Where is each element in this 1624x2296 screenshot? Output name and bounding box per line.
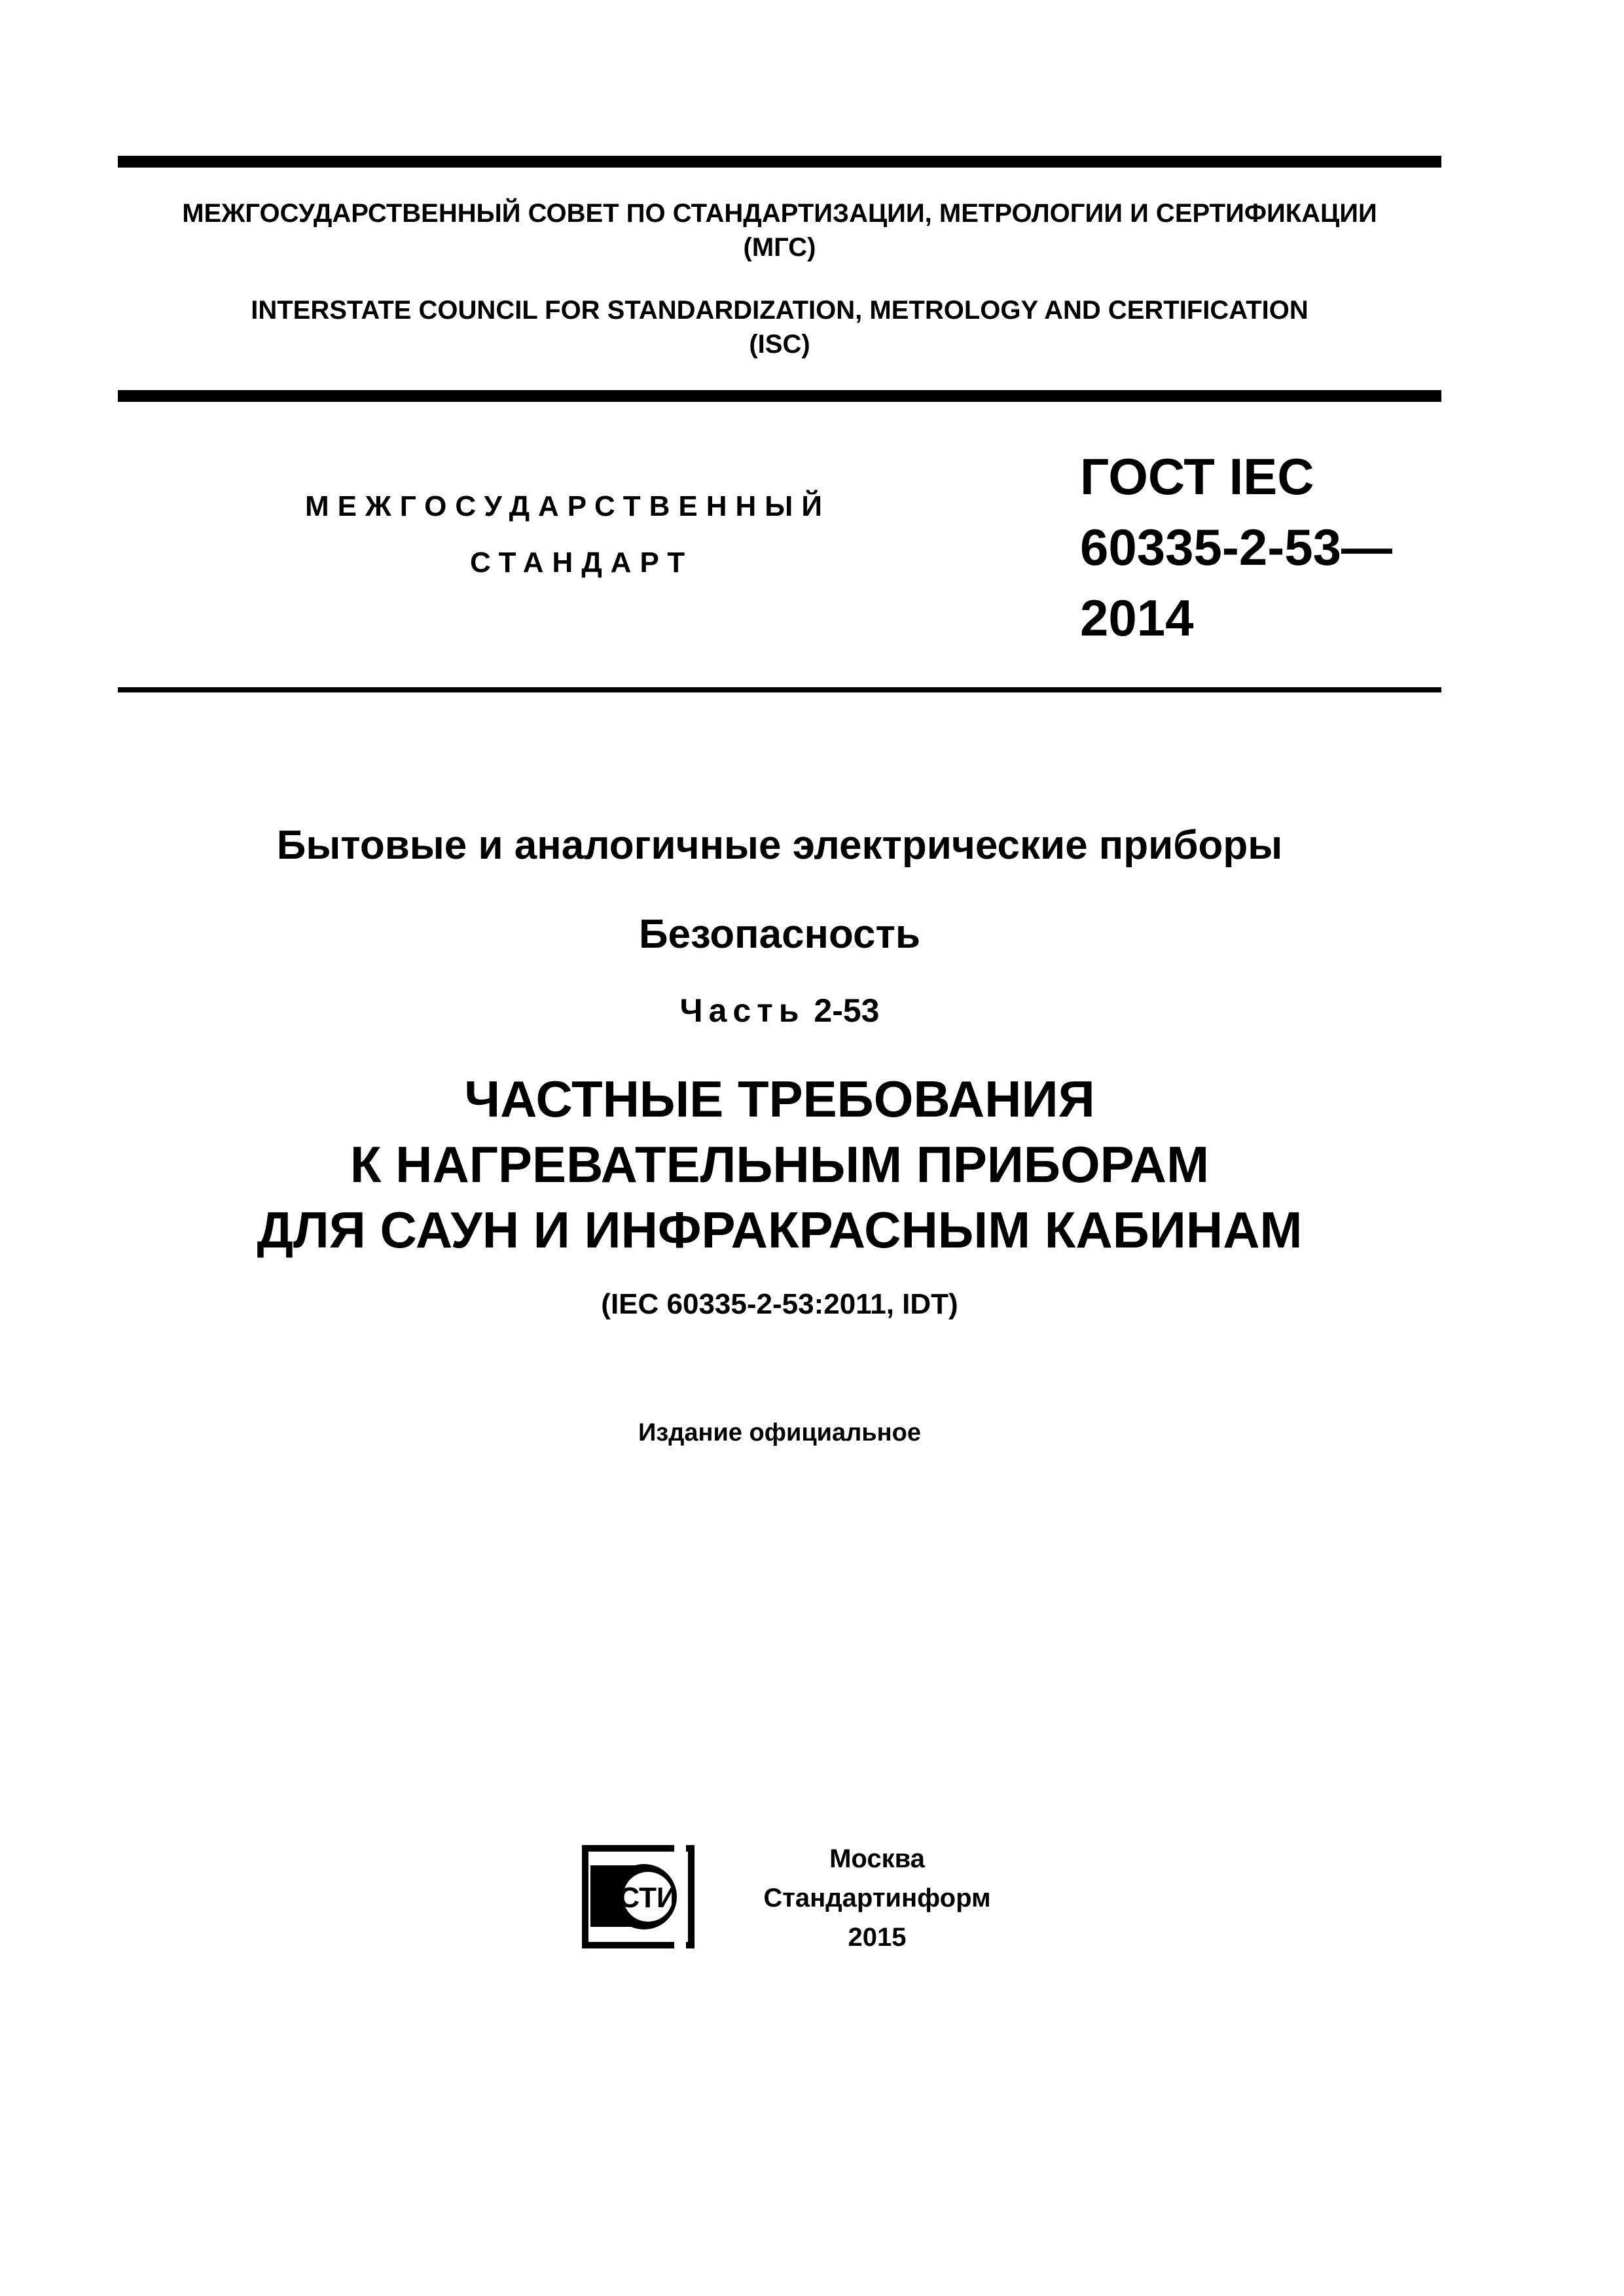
council-name-ru: МЕЖГОСУДАРСТВЕННЫЙ СОВЕТ ПО СТАНДАРТИЗАЦИИ, МЕТРОЛОГИИ И СЕРТИФИКАЦИИ — [182, 199, 1377, 228]
council-name-en: INTERSTATE COUNCIL FOR STANDARDIZATION, METROLOGY AND CERTIFICATION — [251, 296, 1308, 325]
publisher-city: Москва — [829, 1844, 925, 1873]
standartinform-logo-icon — [576, 1839, 703, 1954]
logo-text: СТИ — [619, 1882, 677, 1914]
gost-code-line2: 60335-2-53— — [1080, 518, 1392, 576]
gost-code-line1: ГОСТ IEC — [1080, 448, 1314, 505]
part-designation — [118, 991, 1441, 1030]
heading-line-3: ДЛЯ САУН И ИНФРАКРАСНЫМ КАБИНАМ — [257, 1201, 1303, 1259]
council-abbr-ru: (МГС) — [743, 233, 816, 262]
publisher-name: Стандартинформ — [763, 1884, 991, 1912]
standard-type-line2: СТАНДАРТ — [470, 547, 694, 579]
council-abbr-en: (ISC) — [749, 330, 810, 359]
edition-note: Издание официальное — [638, 1419, 921, 1446]
standard-type-line1: МЕЖГОСУДАРСТВЕННЫЙ — [305, 490, 831, 522]
gost-code-line3: 2014 — [1080, 589, 1194, 647]
heading-line-1: ЧАСТНЫЕ ТРЕБОВАНИЯ — [464, 1070, 1095, 1128]
middle-rule — [118, 390, 1441, 402]
part-number: 2-53 — [814, 992, 880, 1029]
part-label: Часть — [679, 992, 805, 1029]
bottom-rule — [118, 687, 1441, 692]
heading-line-2: К НАГРЕВАТЕЛЬНЫМ ПРИБОРАМ — [350, 1136, 1210, 1193]
iec-reference: (IEC 60335-2-53:2011, IDT) — [601, 1288, 958, 1320]
publication-year: 2015 — [848, 1923, 907, 1952]
top-rule — [118, 156, 1441, 168]
document-title: Бытовые и аналогичные электрические приборы — [276, 823, 1283, 868]
document-subtitle: Безопасность — [638, 912, 921, 957]
